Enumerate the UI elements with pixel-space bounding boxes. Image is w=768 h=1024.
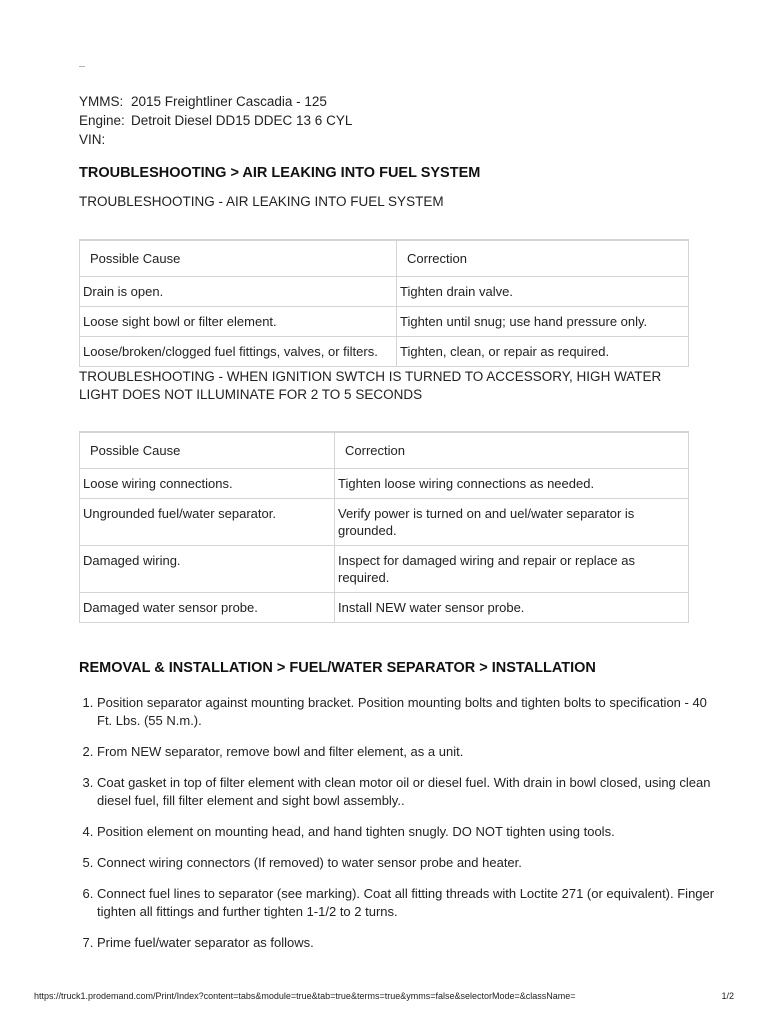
correction-cell: Verify power is turned on and uel/water separator is grounded. <box>335 499 689 546</box>
column-header-cause: Possible Cause <box>80 432 335 469</box>
table-row <box>80 277 689 307</box>
table-row <box>80 546 689 593</box>
cause-cell: Damaged water sensor probe. <box>80 593 335 623</box>
vehicle-info <box>79 92 352 149</box>
ymms-value: 2015 Freightliner Cascadia - 125 <box>131 94 327 109</box>
table-row <box>80 307 689 337</box>
cause-cell: Loose sight bowl or filter element. <box>80 307 397 337</box>
column-header-correction: Correction <box>335 432 689 469</box>
table-row <box>80 337 689 367</box>
correction-cell: Tighten drain valve. <box>397 277 689 307</box>
list-item: 4. Position element on mounting head, and hand tighten snugly. DO NOT tighten using tools. <box>97 823 717 841</box>
list-item: 5. Connect wiring connectors (If removed) to water sensor probe and heater. <box>97 854 717 872</box>
correction-cell: Tighten loose wiring connections as needed. <box>335 469 689 499</box>
engine-label: Engine: <box>79 113 125 128</box>
footer-url: https://truck1.prodemand.com/Print/Index?content=tabs&module=true&tab=true&terms=true&ymms=false&selectorMode=&className= <box>34 991 576 1001</box>
high-water-light-table <box>79 431 689 623</box>
ymms-label: YMMS: <box>79 94 124 109</box>
installation-steps <box>79 694 717 965</box>
list-item: 3. Coat gasket in top of filter element with clean motor oil or diesel fuel. With drain in bowl closed, using clean diesel fuel, fill filter element and sight bowl assembly.. <box>97 774 717 810</box>
table-row <box>80 499 689 546</box>
correction-cell: Tighten, clean, or repair as required. <box>397 337 689 367</box>
header-mark: — <box>79 64 85 70</box>
section3-title: REMOVAL & INSTALLATION > FUEL/WATER SEPARATOR > INSTALLATION <box>79 660 596 676</box>
list-item: 1. Position separator against mounting bracket. Position mounting bolts and tighten bolts to specification - 40 Ft. Lbs. (55 N.m.). <box>97 694 717 730</box>
correction-cell: Install NEW water sensor probe. <box>335 593 689 623</box>
cause-cell: Drain is open. <box>80 277 397 307</box>
cause-cell: Loose/broken/clogged fuel fittings, valves, or filters. <box>80 337 397 367</box>
column-header-cause: Possible Cause <box>80 240 397 277</box>
cause-cell: Ungrounded fuel/water separator. <box>80 499 335 546</box>
cause-cell: Loose wiring connections. <box>80 469 335 499</box>
section2-subtitle: TROUBLESHOOTING - WHEN IGNITION SWTCH IS TURNED TO ACCESSORY, HIGH WATER LIGHT DOES NOT ILLUMINATE FOR 2 TO 5 SECONDS <box>79 369 662 402</box>
list-item: 7. Prime fuel/water separator as follows. <box>97 934 717 952</box>
table-row <box>80 593 689 623</box>
list-item: 6. Connect fuel lines to separator (see marking). Coat all fitting threads with Loctite 271 (or equivalent). Finger tighten all fittings and further tighten 1-1/2 to 2 turns. <box>97 885 717 921</box>
correction-cell: Tighten until snug; use hand pressure only. <box>397 307 689 337</box>
cause-cell: Damaged wiring. <box>80 546 335 593</box>
engine-value: Detroit Diesel DD15 DDEC 13 6 CYL <box>131 113 353 128</box>
column-header-correction: Correction <box>397 240 689 277</box>
page-number: 1/2 <box>721 991 734 1001</box>
table-row <box>80 469 689 499</box>
correction-cell: Inspect for damaged wiring and repair or replace as required. <box>335 546 689 593</box>
list-item: 2. From NEW separator, remove bowl and filter element, as a unit. <box>97 743 717 761</box>
section1-subtitle: TROUBLESHOOTING - AIR LEAKING INTO FUEL SYSTEM <box>79 194 444 209</box>
vin-label: VIN: <box>79 132 106 147</box>
air-leak-table <box>79 239 689 367</box>
section1-title: TROUBLESHOOTING > AIR LEAKING INTO FUEL SYSTEM <box>79 165 481 181</box>
